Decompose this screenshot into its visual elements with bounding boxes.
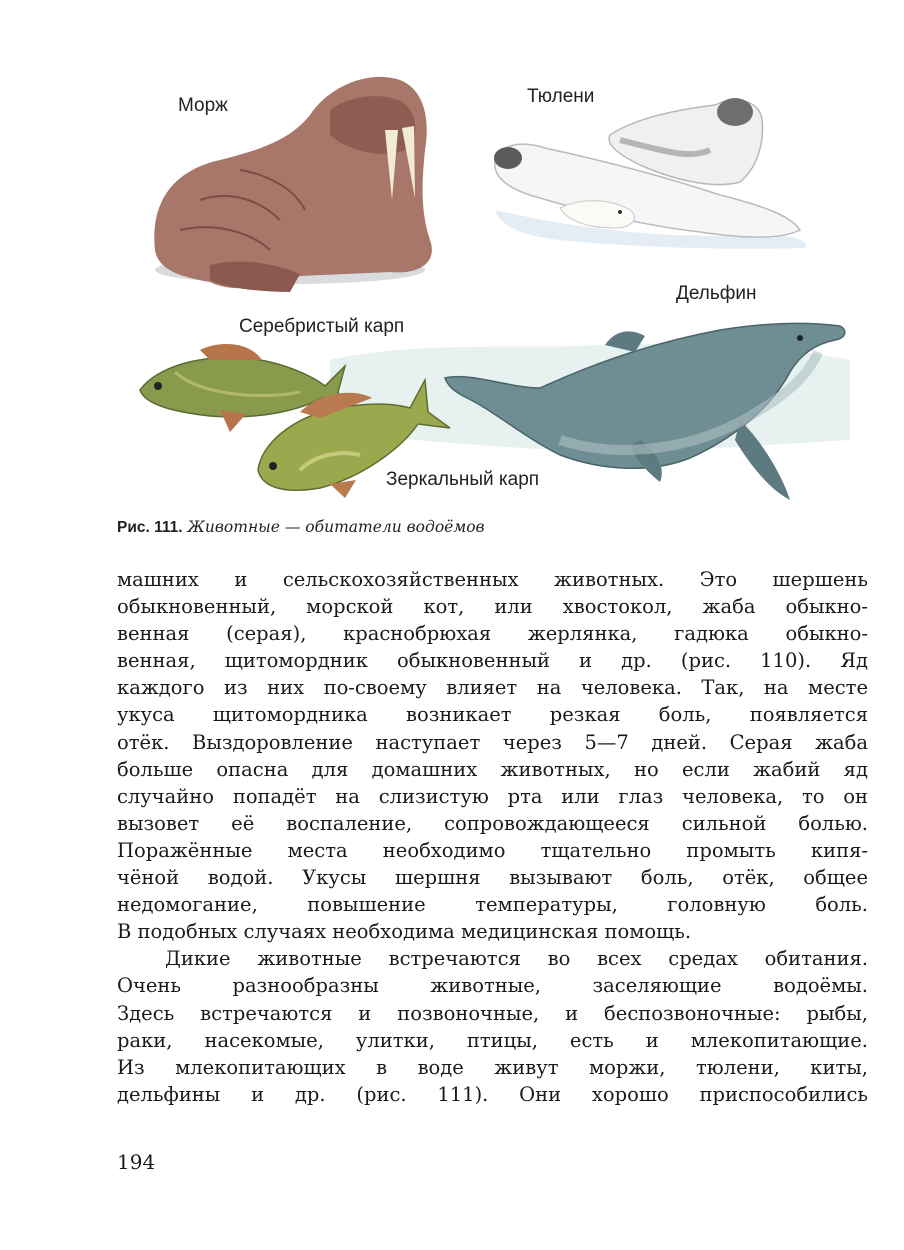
label-seals: Тюлени <box>527 86 595 107</box>
figure-animals <box>0 0 904 520</box>
text-line: каждого из них по-своему влияет на человека. Так, на месте <box>117 676 868 700</box>
text-line: случайно попадёт на слизистую рта или глаз человека, то он <box>117 784 868 808</box>
text-line: Поражённые места необходимо тщательно промыть кипя- <box>117 838 868 862</box>
label-dolphin: Дельфин <box>676 283 757 304</box>
figure-caption <box>117 518 485 537</box>
text-line: больше опасна для домашних животных, но если жабий яд <box>117 757 868 781</box>
text-line: В подобных случаях необходима медицинская помощь. <box>117 920 692 944</box>
text-line: Здесь встречаются и позвоночные, и беспозвоночные: рыбы, <box>117 1001 868 1025</box>
label-walrus: Морж <box>178 95 228 116</box>
text-line: Из млекопитающих в воде живут моржи, тюлени, киты, <box>117 1055 868 1079</box>
text-line: отёк. Выздоровление наступает через 5—7 дней. Серая жаба <box>117 730 868 754</box>
text-line: венная (серая), краснобрюхая жерлянка, гадюка обыкно- <box>117 622 868 646</box>
label-silver-carp: Серебристый карп <box>239 316 405 337</box>
text-line: Дикие животные встречаются во всех средах обитания. <box>165 947 868 971</box>
text-line: чёной водой. Укусы шершня вызывают боль, отёк, общее <box>117 866 868 890</box>
text-line: вызовет её воспаление, сопровождающееся сильной болью. <box>117 811 868 835</box>
text-line: венная, щитомордник обыкновенный и др. (рис. 110). Яд <box>117 649 868 673</box>
text-line: обыкновенный, морской кот, или хвостокол, жаба обыкно- <box>117 595 868 619</box>
body-text <box>117 566 868 1108</box>
label-mirror-carp: Зеркальный карп <box>386 469 540 490</box>
figure-caption-text: Животные — обитатели водоёмов <box>182 518 485 536</box>
text-line: дельфины и др. (рис. 111). Они хорошо приспособились <box>117 1082 868 1106</box>
figure-illustration <box>0 0 904 520</box>
text-line: машних и сельскохозяйственных животных. Это шершень <box>117 568 868 591</box>
text-line: недомогание, повышение температуры, головную боль. <box>117 893 868 917</box>
text-line: укуса щитомордника возникает резкая боль, появляется <box>117 703 868 727</box>
text-line: Очень разнообразны животные, заселяющие водоёмы. <box>117 974 868 998</box>
text-line: раки, насекомые, улитки, птицы, есть и млекопитающие. <box>117 1028 868 1052</box>
seals-image <box>494 98 800 237</box>
page-number: 194 <box>117 1150 156 1174</box>
figure-caption-number: Рис. 111. <box>117 519 183 536</box>
